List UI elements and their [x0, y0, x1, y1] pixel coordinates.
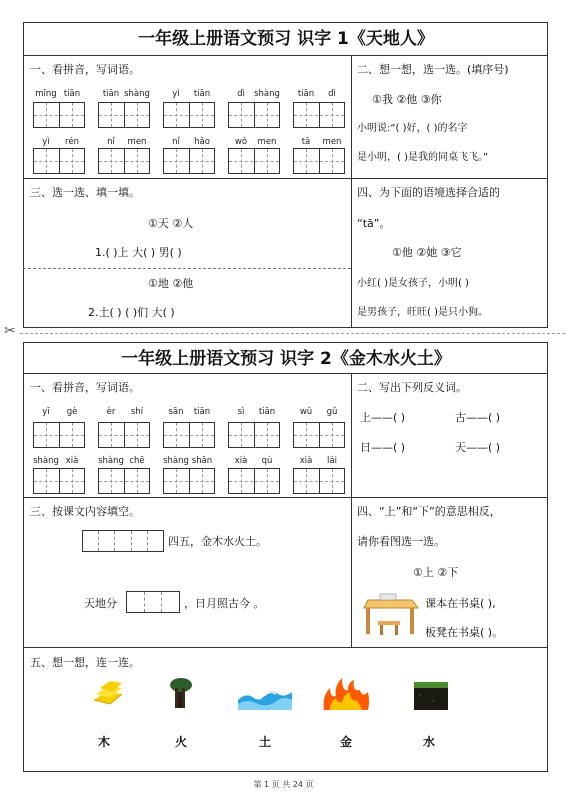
- writing-grid[interactable]: [293, 468, 345, 494]
- q5-char-0: 木: [97, 735, 110, 749]
- writing-grid[interactable]: [98, 102, 150, 128]
- writing-grid[interactable]: [33, 148, 85, 174]
- gold-bars-icon: [92, 678, 126, 708]
- l1-q2-heading: 二、想一想，选一选。(填序号): [357, 63, 509, 76]
- l1-q2-options: ①我 ②他 ③你: [372, 93, 442, 106]
- writing-grid[interactable]: [98, 422, 150, 448]
- l2-q4-heading2: 请你看图选一选。: [357, 535, 445, 548]
- writing-grid[interactable]: [33, 422, 85, 448]
- pinyin-syllable: rén: [65, 137, 79, 147]
- l1-q3-heading: 三、选一选、填一填。: [30, 186, 140, 199]
- l2-q3-blank-grid-2: [126, 591, 180, 613]
- l1-q4-line2: 是男孩子，旺旺( )是只小狗。: [357, 307, 488, 318]
- l1-q4-line1: 小红( )是女孩子，小明( ): [357, 278, 469, 289]
- l1-q3-options1: ①天 ②人: [148, 217, 194, 230]
- pinyin-syllable: wǔ: [299, 407, 313, 417]
- writing-grid[interactable]: [163, 468, 215, 494]
- pinyin-syllable: shàng: [33, 456, 59, 466]
- pinyin-syllable: mīng: [35, 89, 57, 99]
- l2-q1-heading: 一、看拼音，写词语。: [30, 381, 140, 394]
- writing-grid[interactable]: [98, 468, 150, 494]
- tree-icon: [168, 676, 194, 710]
- page-footer: 第 1 页 共 24 页: [253, 780, 314, 789]
- pinyin-syllable: tiān: [63, 89, 81, 99]
- l2-q3-line2a: 天地分: [84, 597, 117, 610]
- lesson1-col-divider: [351, 55, 352, 328]
- l2-q3-line2b: ，日月照古今 。: [184, 597, 265, 610]
- q5-char-4: 水: [422, 735, 435, 749]
- pinyin-syllable: shàng: [163, 456, 189, 466]
- l2-q2-heading: 二、写出下列反义词。: [357, 381, 467, 394]
- lesson2-col-divider: [351, 373, 352, 647]
- lesson2-row-divider-2: [23, 647, 548, 648]
- writing-grid[interactable]: [293, 422, 345, 448]
- writing-grid[interactable]: [98, 148, 150, 174]
- pinyin-syllable: xià: [299, 456, 313, 466]
- pinyin-syllable: tiān: [258, 407, 276, 417]
- pinyin-syllable: dì: [328, 89, 336, 99]
- pinyin-syllable: dì: [237, 89, 245, 99]
- l2-q2-line2b: 天——( ): [455, 441, 501, 454]
- pinyin-syllable: shàng: [254, 89, 280, 99]
- writing-grid[interactable]: [228, 422, 280, 448]
- l1-q1-heading: 一、看拼音，写词语。: [30, 63, 140, 76]
- pinyin-syllable: men: [127, 137, 147, 147]
- writing-grid[interactable]: [163, 422, 215, 448]
- l2-q4-line2: 板凳在书桌( )。: [425, 626, 504, 639]
- pinyin-syllable: yī: [42, 407, 50, 417]
- pinyin-syllable: tiān: [193, 407, 211, 417]
- writing-grid[interactable]: [163, 148, 215, 174]
- lesson1-title: 一年级上册语文预习 识字 1《天地人》: [138, 29, 434, 49]
- pinyin-syllable: gǔ: [326, 407, 338, 417]
- l2-q4-options: ①上 ②下: [413, 566, 459, 579]
- l1-q3-line2: 2.土( ) ( )们 大( ): [88, 306, 175, 319]
- l2-q2-line2a: 日——( ): [360, 441, 406, 454]
- pinyin-syllable: tiān: [102, 89, 120, 99]
- writing-grid[interactable]: [293, 148, 345, 174]
- pinyin-syllable: shí: [130, 407, 144, 417]
- pinyin-syllable: wǒ: [234, 137, 248, 147]
- pinyin-syllable: tiān: [297, 89, 315, 99]
- lesson2-row-divider-1: [23, 497, 548, 498]
- fire-icon: [322, 678, 370, 710]
- l2-q4-line1: 课本在书桌( ),: [425, 597, 496, 610]
- writing-grid[interactable]: [33, 102, 85, 128]
- q5-char-2: 土: [258, 735, 271, 749]
- cut-line: [20, 333, 565, 334]
- l2-q3-blank-grid-1: [82, 530, 164, 552]
- water-wave-icon: [238, 686, 292, 710]
- pinyin-syllable: men: [257, 137, 277, 147]
- pinyin-syllable: men: [322, 137, 342, 147]
- l1-q4-heading2: “tā”。: [357, 217, 391, 230]
- pinyin-syllable: shàng: [98, 456, 124, 466]
- pinyin-syllable: qù: [261, 456, 273, 466]
- l1-q3-line1: 1.( )上 大( ) 男( ): [95, 246, 182, 259]
- pinyin-syllable: tiān: [193, 89, 211, 99]
- q5-char-1: 火: [174, 735, 187, 749]
- pinyin-syllable: lái: [327, 456, 337, 466]
- pinyin-syllable: gè: [66, 407, 78, 417]
- lesson1-row-divider: [23, 178, 548, 179]
- l2-q3-line1: 四五，金木水火土。: [168, 535, 267, 548]
- pinyin-syllable: yì: [172, 89, 180, 99]
- writing-grid[interactable]: [228, 102, 280, 128]
- writing-grid[interactable]: [228, 468, 280, 494]
- l1-q2-line2: 是小明，( )是我的同桌飞飞。”: [357, 152, 489, 163]
- pinyin-syllable: tā: [301, 137, 311, 147]
- l1-q2-line1: 小明说:“( )好，( )的名字: [357, 123, 468, 134]
- pinyin-syllable: chē: [129, 456, 145, 466]
- writing-grid[interactable]: [33, 468, 85, 494]
- l1-q4-options: ①他 ②她 ③它: [392, 246, 462, 259]
- l1-q3-options2: ①地 ②他: [148, 277, 194, 290]
- desk-stool-image: [362, 590, 420, 638]
- pinyin-syllable: sān: [168, 407, 184, 417]
- l2-q2-line1b: 古——( ): [455, 411, 501, 424]
- pinyin-syllable: shān: [191, 456, 213, 466]
- pinyin-syllable: nǐ: [107, 137, 115, 147]
- writing-grid[interactable]: [163, 102, 215, 128]
- pinyin-syllable: nǐ: [172, 137, 180, 147]
- l2-q4-heading: 四、“上”和“下”的意思相反，: [357, 505, 501, 518]
- pinyin-syllable: xià: [234, 456, 248, 466]
- soil-icon: [414, 682, 448, 710]
- lesson2-title: 一年级上册语文预习 识字 2《金木水火土》: [121, 349, 451, 369]
- lesson1-title-divider: [23, 55, 548, 56]
- l1-q4-heading: 四、为下面的语境选择合适的: [357, 186, 500, 199]
- l2-q2-line1a: 上——( ): [360, 411, 406, 424]
- l2-q5-heading: 五、想一想，连一连。: [30, 656, 140, 669]
- scissors-icon: ✂: [4, 323, 16, 339]
- pinyin-syllable: hǎo: [194, 137, 210, 147]
- pinyin-syllable: sì: [237, 407, 245, 417]
- pinyin-syllable: yì: [42, 137, 50, 147]
- q5-char-3: 金: [339, 735, 352, 749]
- writing-grid[interactable]: [293, 102, 345, 128]
- l2-q3-heading: 三、按课文内容填空。: [30, 505, 140, 518]
- pinyin-syllable: èr: [106, 407, 116, 417]
- writing-grid[interactable]: [228, 148, 280, 174]
- pinyin-syllable: xià: [65, 456, 79, 466]
- pinyin-syllable: shàng: [124, 89, 150, 99]
- l1-q3-dashed-divider: [23, 268, 351, 269]
- lesson2-title-divider: [23, 373, 548, 374]
